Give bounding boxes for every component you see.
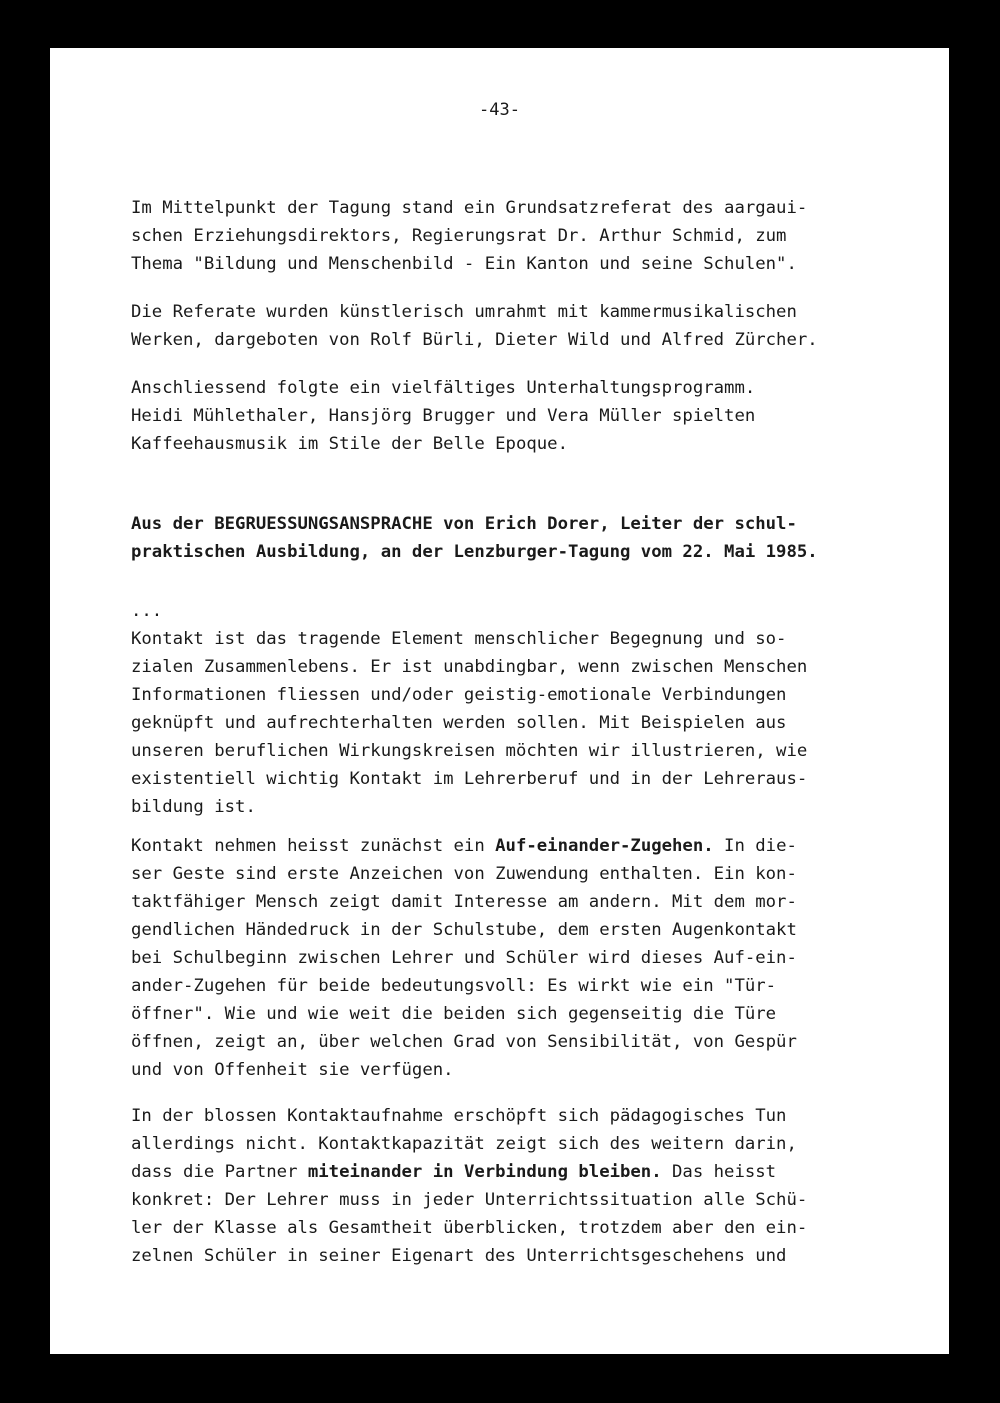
text-segment: geknüpft und aufrechterhalten werden sollen. Mit Beispielen aus xyxy=(131,713,787,733)
text-line xyxy=(131,430,568,458)
text-segment: ser Geste sind erste Anzeichen von Zuwendung enthalten. Ein kon- xyxy=(131,864,797,884)
text-segment: bei Schulbeginn zwischen Lehrer und Schüler wird dieses Auf-ein- xyxy=(131,948,797,968)
text-line xyxy=(131,1214,807,1242)
text-segment: schen Erziehungsdirektors, Regierungsrat Dr. Arthur Schmid, zum xyxy=(131,226,787,246)
text-segment: dass die Partner xyxy=(131,1162,308,1182)
text-line xyxy=(131,888,797,916)
text-segment: Kaffeehausmusik im Stile der Belle Epoque. xyxy=(131,434,568,454)
text-segment: Die Referate wurden künstlerisch umrahmt mit kammermusikalischen xyxy=(131,302,797,322)
text-line xyxy=(131,1056,454,1084)
text-line xyxy=(131,916,797,944)
text-segment: konkret: Der Lehrer muss in jeder Unterrichtssituation alle Schü- xyxy=(131,1190,808,1210)
text-line xyxy=(131,1102,786,1130)
text-line xyxy=(131,1130,797,1158)
text-line xyxy=(131,765,807,793)
text-line xyxy=(131,250,797,278)
text-segment: Informationen fliessen und/oder geistig-emotionale Verbindungen xyxy=(131,685,787,705)
text-line xyxy=(131,1242,786,1270)
text-line xyxy=(131,1000,776,1028)
text-line xyxy=(131,538,818,566)
text-line xyxy=(131,625,786,653)
text-line xyxy=(131,793,256,821)
text-line xyxy=(131,653,807,681)
bold-text: miteinander in Verbindung bleiben. xyxy=(307,1162,662,1182)
text-segment: öffnen, zeigt an, über welchen Grad von Sensibilität, von Gespür xyxy=(131,1032,797,1052)
text-line xyxy=(131,510,797,538)
text-line xyxy=(131,681,786,709)
text-line xyxy=(131,326,818,354)
text-line xyxy=(131,402,755,430)
text-segment: und von Offenheit sie verfügen. xyxy=(131,1060,454,1080)
text-segment: zialen Zusammenlebens. Er ist unabdingbar, wenn zwischen Menschen xyxy=(131,657,808,677)
text-segment: Im Mittelpunkt der Tagung stand ein Grundsatzreferat des aargaui- xyxy=(131,198,808,218)
page-number: -43- xyxy=(479,100,520,120)
text-segment: existentiell wichtig Kontakt im Lehrerberuf und in der Lehreraus- xyxy=(131,769,808,789)
text-segment: ... xyxy=(131,601,163,621)
text-line xyxy=(131,194,807,222)
text-line xyxy=(131,860,797,888)
text-segment: ander-Zugehen für beide bedeutungsvoll: Es wirkt wie ein "Tür- xyxy=(131,976,777,996)
text-segment: bildung ist. xyxy=(131,797,256,817)
text-line xyxy=(131,1028,797,1056)
text-line xyxy=(131,737,807,765)
text-segment: ler der Klasse als Gesamtheit überblicken, trotzdem aber den ein- xyxy=(131,1218,808,1238)
text-segment: In der blossen Kontaktaufnahme erschöpft sich pädagogisches Tun xyxy=(131,1106,787,1126)
text-line xyxy=(131,222,786,250)
text-segment: In die- xyxy=(713,836,797,856)
text-segment: öffner". Wie und wie weit die beiden sich gegenseitig die Türe xyxy=(131,1004,777,1024)
text-line xyxy=(131,944,797,972)
text-line xyxy=(131,1158,776,1186)
bold-text: Auf-einander-Zugehen. xyxy=(495,836,714,856)
text-segment: Heidi Mühlethaler, Hansjörg Brugger und Vera Müller spielten xyxy=(131,406,756,426)
text-line xyxy=(131,709,786,737)
text-segment: Kontakt nehmen heisst zunächst ein xyxy=(131,836,496,856)
bold-text: Aus der BEGRUESSUNGSANSPRACHE von Erich Dorer, Leiter der schul- xyxy=(131,514,797,534)
text-segment: taktfähiger Mensch zeigt damit Interesse am andern. Mit dem mor- xyxy=(131,892,797,912)
text-segment: Anschliessend folgte ein vielfältiges Unterhaltungsprogramm. xyxy=(131,378,756,398)
text-line xyxy=(131,597,162,625)
text-segment: zelnen Schüler in seiner Eigenart des Unterrichtsgeschehens und xyxy=(131,1246,787,1266)
text-segment: unseren beruflichen Wirkungskreisen möchten wir illustrieren, wie xyxy=(131,741,808,761)
document-page xyxy=(50,48,949,1354)
bold-text: praktischen Ausbildung, an der Lenzburger-Tagung vom 22. Mai 1985. xyxy=(131,542,818,562)
text-segment: allerdings nicht. Kontaktkapazität zeigt sich des weitern darin, xyxy=(131,1134,797,1154)
text-line xyxy=(131,374,755,402)
text-segment: Werken, dargeboten von Rolf Bürli, Dieter Wild und Alfred Zürcher. xyxy=(131,330,818,350)
text-segment: Thema "Bildung und Menschenbild - Ein Kanton und seine Schulen". xyxy=(131,254,797,274)
text-segment: gendlichen Händedruck in der Schulstube, dem ersten Augenkontakt xyxy=(131,920,797,940)
text-line xyxy=(131,972,776,1000)
text-line xyxy=(131,298,797,326)
text-line xyxy=(131,832,797,860)
text-line xyxy=(131,1186,807,1214)
text-segment: Das heisst xyxy=(661,1162,777,1182)
text-segment: Kontakt ist das tragende Element menschlicher Begegnung und so- xyxy=(131,629,787,649)
